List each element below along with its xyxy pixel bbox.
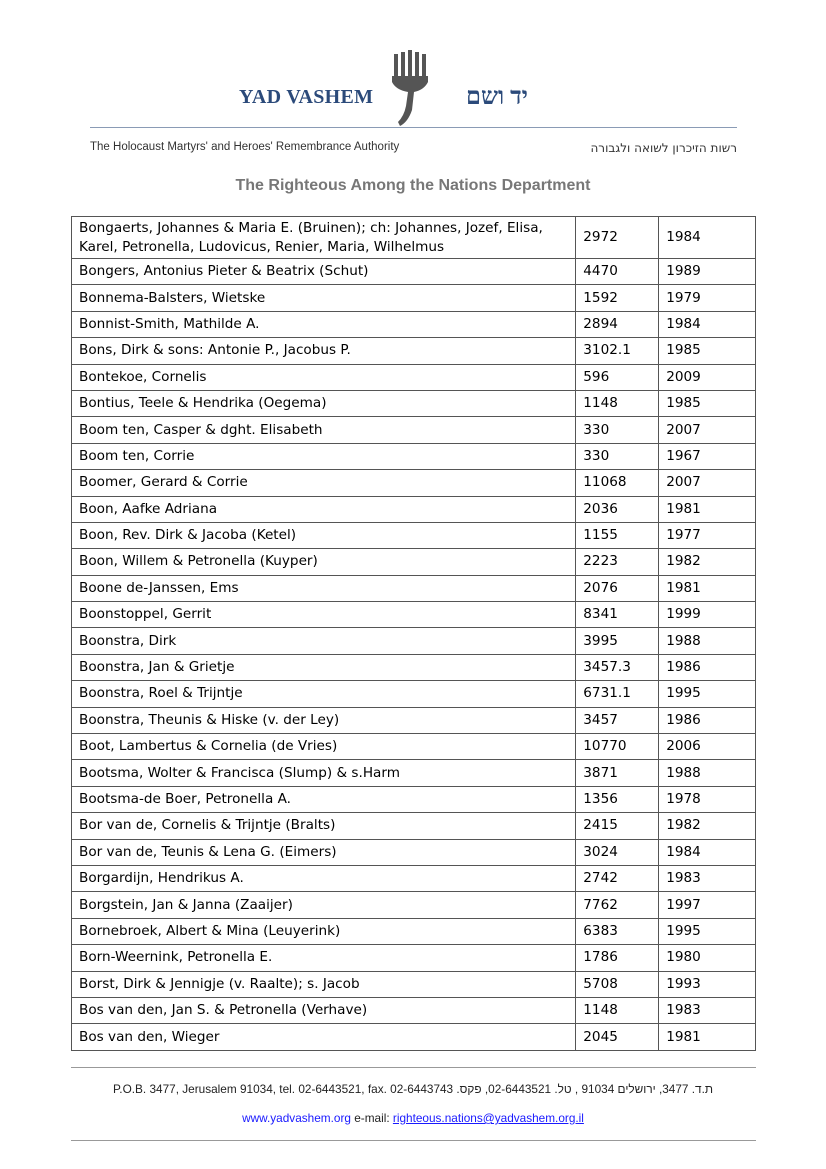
table-row [72, 997, 756, 1023]
website-link[interactable]: www.yadvashem.org [242, 1111, 351, 1125]
year-cell: 1988 [659, 760, 756, 786]
menorah-logo-icon [384, 50, 438, 128]
name-cell: Boomer, Gerard & Corrie [72, 470, 576, 496]
name-cell: Boon, Willem & Petronella (Kuyper) [72, 549, 576, 575]
table-row [72, 971, 756, 997]
table-row [72, 549, 756, 575]
file-number-cell: 330 [576, 443, 659, 469]
name-cell: Boonstra, Dirk [72, 628, 576, 654]
file-number-cell: 2223 [576, 549, 659, 575]
year-cell: 1986 [659, 707, 756, 733]
name-cell: Bor van de, Teunis & Lena G. (Eimers) [72, 839, 576, 865]
header-divider [90, 127, 737, 128]
file-number-cell: 3457.3 [576, 654, 659, 680]
name-cell: Boon, Aafke Adriana [72, 496, 576, 522]
year-cell: 1967 [659, 443, 756, 469]
file-number-cell: 2972 [576, 217, 659, 259]
year-cell: 1983 [659, 997, 756, 1023]
year-cell: 1977 [659, 522, 756, 548]
email-link[interactable]: righteous.nations@yadvashem.org.il [392, 1111, 584, 1125]
file-number-cell: 1356 [576, 786, 659, 812]
footer-divider-top [71, 1067, 756, 1068]
file-number-cell: 2415 [576, 813, 659, 839]
table-row [72, 217, 756, 259]
department-title: The Righteous Among the Nations Department [235, 177, 591, 194]
year-cell: 1993 [659, 971, 756, 997]
year-cell: 1983 [659, 865, 756, 891]
file-number-cell: 596 [576, 364, 659, 390]
table-row [72, 443, 756, 469]
name-cell: Bons, Dirk & sons: Antonie P., Jacobus P. [72, 338, 576, 364]
table-row [72, 839, 756, 865]
name-cell: Bootsma, Wolter & Francisca (Slump) & s.Harm [72, 760, 576, 786]
year-cell: 1995 [659, 681, 756, 707]
file-number-cell: 2045 [576, 1024, 659, 1050]
file-number-cell: 2742 [576, 865, 659, 891]
name-cell: Bor van de, Cornelis & Trijntje (Bralts) [72, 813, 576, 839]
table-row [72, 470, 756, 496]
file-number-cell: 1592 [576, 285, 659, 311]
year-cell: 2009 [659, 364, 756, 390]
table-row [72, 760, 756, 786]
table-row [72, 285, 756, 311]
address-en: P.O.B. 3477, Jerusalem 91034, tel. 02-6443521, fax. 02-6443743 [112, 1082, 454, 1096]
name-cell: Boom ten, Corrie [72, 443, 576, 469]
email-label: e-mail: [354, 1111, 390, 1125]
file-number-cell: 3102.1 [576, 338, 659, 364]
name-cell: Boonstoppel, Gerrit [72, 602, 576, 628]
authority-he: רשות הזיכרון לשואה ולגבורה [590, 141, 737, 155]
file-number-cell: 4470 [576, 259, 659, 285]
year-cell: 1995 [659, 918, 756, 944]
name-cell: Boot, Lambertus & Cornelia (de Vries) [72, 734, 576, 760]
table-row [72, 945, 756, 971]
year-cell: 1980 [659, 945, 756, 971]
table-row [72, 786, 756, 812]
name-cell: Boonstra, Roel & Trijntje [72, 681, 576, 707]
year-cell: 1981 [659, 496, 756, 522]
year-cell: 2006 [659, 734, 756, 760]
file-number-cell: 1786 [576, 945, 659, 971]
table-row [72, 892, 756, 918]
file-number-cell: 2036 [576, 496, 659, 522]
file-number-cell: 5708 [576, 971, 659, 997]
year-cell: 2007 [659, 470, 756, 496]
file-number-cell: 6731.1 [576, 681, 659, 707]
name-cell: Bonnist-Smith, Mathilde A. [72, 311, 576, 337]
name-cell: Bootsma-de Boer, Petronella A. [72, 786, 576, 812]
table-row [72, 311, 756, 337]
name-cell: Bornebroek, Albert & Mina (Leuyerink) [72, 918, 576, 944]
year-cell: 2007 [659, 417, 756, 443]
year-cell: 1978 [659, 786, 756, 812]
table-row [72, 602, 756, 628]
table-row [72, 575, 756, 601]
name-cell: Borst, Dirk & Jennigje (v. Raalte); s. Jacob [72, 971, 576, 997]
address-he: ת.ד. 3477, ירושלים 91034 , טל. 02-6443521, פקס. [456, 1082, 714, 1096]
name-cell: Bontius, Teele & Hendrika (Oegema) [72, 390, 576, 416]
authority-en: The Holocaust Martyrs' and Heroes' Remembrance Authority [90, 141, 400, 153]
year-cell: 1997 [659, 892, 756, 918]
name-cell: Boon, Rev. Dirk & Jacoba (Ketel) [72, 522, 576, 548]
name-cell: Bongaerts, Johannes & Maria E. (Bruinen); ch: Johannes, Jozef, Elisa, Karel, Petronella, Ludovicus, Renier, Maria, Wilhelmus [72, 217, 576, 259]
file-number-cell: 11068 [576, 470, 659, 496]
table-row [72, 338, 756, 364]
year-cell: 1979 [659, 285, 756, 311]
table-row [72, 364, 756, 390]
logo-text-en: YAD VASHEM [239, 86, 374, 108]
name-cell: Boonstra, Theunis & Hiske (v. der Ley) [72, 707, 576, 733]
table-row [72, 734, 756, 760]
table-row [72, 417, 756, 443]
file-number-cell: 3024 [576, 839, 659, 865]
file-number-cell: 10770 [576, 734, 659, 760]
table-row [72, 654, 756, 680]
logo-text-he: יד ושם [466, 84, 528, 110]
file-number-cell: 6383 [576, 918, 659, 944]
name-cell: Bongers, Antonius Pieter & Beatrix (Schut) [72, 259, 576, 285]
year-cell: 1986 [659, 654, 756, 680]
file-number-cell: 2894 [576, 311, 659, 337]
table-row [72, 813, 756, 839]
footer-contact [0, 1111, 826, 1125]
name-cell: Boone de-Janssen, Ems [72, 575, 576, 601]
year-cell: 1988 [659, 628, 756, 654]
name-cell: Borgardijn, Hendrikus A. [72, 865, 576, 891]
file-number-cell: 1148 [576, 390, 659, 416]
table-row [72, 522, 756, 548]
file-number-cell: 3457 [576, 707, 659, 733]
year-cell: 1999 [659, 602, 756, 628]
footer-divider-bottom [71, 1140, 756, 1141]
footer-address [0, 1082, 826, 1096]
year-cell: 1984 [659, 311, 756, 337]
file-number-cell: 1155 [576, 522, 659, 548]
table-row [72, 390, 756, 416]
year-cell: 1985 [659, 338, 756, 364]
table-row [72, 707, 756, 733]
year-cell: 1984 [659, 217, 756, 259]
file-number-cell: 7762 [576, 892, 659, 918]
year-cell: 1989 [659, 259, 756, 285]
name-cell: Bos van den, Wieger [72, 1024, 576, 1050]
year-cell: 1981 [659, 575, 756, 601]
year-cell: 1982 [659, 549, 756, 575]
year-cell: 1984 [659, 839, 756, 865]
year-cell: 1981 [659, 1024, 756, 1050]
table-row [72, 865, 756, 891]
name-cell: Bontekoe, Cornelis [72, 364, 576, 390]
name-cell: Boonstra, Jan & Grietje [72, 654, 576, 680]
table-row [72, 1024, 756, 1050]
file-number-cell: 2076 [576, 575, 659, 601]
table-row [72, 628, 756, 654]
file-number-cell: 3995 [576, 628, 659, 654]
table-row [72, 496, 756, 522]
name-cell: Born-Weernink, Petronella E. [72, 945, 576, 971]
table-row [72, 259, 756, 285]
file-number-cell: 1148 [576, 997, 659, 1023]
table-row [72, 681, 756, 707]
year-cell: 1985 [659, 390, 756, 416]
file-number-cell: 3871 [576, 760, 659, 786]
table-row [72, 918, 756, 944]
name-cell: Bonnema-Balsters, Wietske [72, 285, 576, 311]
file-number-cell: 330 [576, 417, 659, 443]
year-cell: 1982 [659, 813, 756, 839]
authority-line [90, 141, 737, 155]
name-cell: Bos van den, Jan S. & Petronella (Verhave) [72, 997, 576, 1023]
name-cell: Borgstein, Jan & Janna (Zaaijer) [72, 892, 576, 918]
name-cell: Boom ten, Casper & dght. Elisabeth [72, 417, 576, 443]
file-number-cell: 8341 [576, 602, 659, 628]
righteous-table [71, 216, 756, 1051]
